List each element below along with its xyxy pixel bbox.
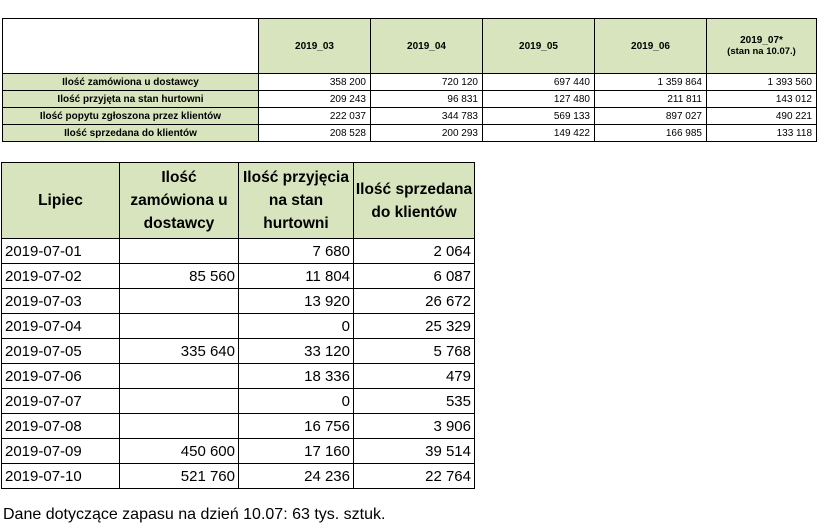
july-sold-cell: 39 514 — [354, 439, 475, 464]
summary-month-header-current — [707, 19, 817, 74]
summary-cell: 490 221 — [707, 108, 817, 125]
summary-cell: 1 359 864 — [595, 74, 707, 91]
july-ordered-cell — [120, 364, 239, 389]
summary-cell: 897 027 — [595, 108, 707, 125]
july-row — [2, 314, 475, 339]
july-date-cell: 2019-07-06 — [2, 364, 120, 389]
july-row — [2, 264, 475, 289]
summary-header-row — [3, 19, 817, 74]
summary-cell: 149 422 — [483, 125, 595, 142]
summary-cell: 569 133 — [483, 108, 595, 125]
july-date-cell: 2019-07-08 — [2, 414, 120, 439]
summary-month-header: 2019_04 — [371, 19, 483, 74]
july-sold-cell: 5 768 — [354, 339, 475, 364]
july-date-cell: 2019-07-04 — [2, 314, 120, 339]
july-sold-header: Ilość sprzedana do klientów — [354, 163, 475, 239]
summary-month-header: 2019_06 — [595, 19, 707, 74]
summary-cell: 358 200 — [259, 74, 371, 91]
july-date-cell: 2019-07-05 — [2, 339, 120, 364]
july-date-cell: 2019-07-09 — [2, 439, 120, 464]
july-received-cell: 24 236 — [239, 464, 354, 489]
july-ordered-cell — [120, 314, 239, 339]
july-sold-cell: 2 064 — [354, 239, 475, 264]
july-sold-cell: 6 087 — [354, 264, 475, 289]
summary-month-header: 2019_03 — [259, 19, 371, 74]
summary-row — [3, 74, 817, 91]
july-date-cell: 2019-07-01 — [2, 239, 120, 264]
july-ordered-cell — [120, 239, 239, 264]
july-date-header: Lipiec — [2, 163, 120, 239]
summary-cell: 211 811 — [595, 91, 707, 108]
july-row — [2, 389, 475, 414]
summary-cell: 1 393 560 — [707, 74, 817, 91]
july-received-cell: 17 160 — [239, 439, 354, 464]
summary-cell: 720 120 — [371, 74, 483, 91]
july-ordered-cell — [120, 289, 239, 314]
july-row — [2, 339, 475, 364]
july-ordered-cell: 335 640 — [120, 339, 239, 364]
july-received-cell: 0 — [239, 389, 354, 414]
summary-cell: 96 831 — [371, 91, 483, 108]
summary-corner-cell — [3, 19, 259, 74]
summary-row-label: Ilość zamówiona u dostawcy — [3, 74, 259, 91]
july-ordered-cell — [120, 389, 239, 414]
july-ordered-cell: 521 760 — [120, 464, 239, 489]
july-ordered-cell — [120, 414, 239, 439]
summary-row — [3, 91, 817, 108]
summary-month-subtitle: (stan na 10.07.) — [727, 46, 796, 57]
july-received-header: Ilość przyjęcia na stan hurtowni — [239, 163, 354, 239]
july-received-cell: 16 756 — [239, 414, 354, 439]
summary-cell: 127 480 — [483, 91, 595, 108]
stock-note: Dane dotyczące zapasu na dzień 10.07: 63 tys. sztuk. — [3, 506, 386, 523]
july-received-cell: 11 804 — [239, 264, 354, 289]
july-received-cell: 0 — [239, 314, 354, 339]
july-sold-cell: 26 672 — [354, 289, 475, 314]
summary-cell: 344 783 — [371, 108, 483, 125]
july-date-cell: 2019-07-03 — [2, 289, 120, 314]
july-received-cell: 33 120 — [239, 339, 354, 364]
summary-month-label: 2019_07* — [740, 35, 783, 46]
july-row — [2, 239, 475, 264]
summary-row-label: Ilość popytu zgłoszona przez klientów — [3, 108, 259, 125]
july-sold-cell: 22 764 — [354, 464, 475, 489]
july-ordered-header: Ilość zamówiona u dostawcy — [120, 163, 239, 239]
july-row — [2, 289, 475, 314]
summary-cell: 133 118 — [707, 125, 817, 142]
summary-cell: 143 012 — [707, 91, 817, 108]
summary-cell: 208 528 — [259, 125, 371, 142]
july-received-cell: 18 336 — [239, 364, 354, 389]
july-daily-table — [1, 162, 475, 489]
july-ordered-cell: 85 560 — [120, 264, 239, 289]
july-received-cell: 7 680 — [239, 239, 354, 264]
july-date-cell: 2019-07-10 — [2, 464, 120, 489]
summary-month-header: 2019_05 — [483, 19, 595, 74]
summary-cell: 166 985 — [595, 125, 707, 142]
july-row — [2, 414, 475, 439]
summary-row-label: Ilość sprzedana do klientów — [3, 125, 259, 142]
july-row — [2, 364, 475, 389]
summary-row — [3, 125, 817, 142]
monthly-summary-table — [2, 18, 817, 142]
summary-row-label: Ilość przyjęta na stan hurtowni — [3, 91, 259, 108]
july-ordered-cell: 450 600 — [120, 439, 239, 464]
summary-cell: 209 243 — [259, 91, 371, 108]
july-sold-cell: 3 906 — [354, 414, 475, 439]
july-row — [2, 464, 475, 489]
july-sold-cell: 25 329 — [354, 314, 475, 339]
summary-cell: 222 037 — [259, 108, 371, 125]
summary-cell: 697 440 — [483, 74, 595, 91]
july-header-row — [2, 163, 475, 239]
july-sold-cell: 479 — [354, 364, 475, 389]
july-received-cell: 13 920 — [239, 289, 354, 314]
july-sold-cell: 535 — [354, 389, 475, 414]
july-date-cell: 2019-07-02 — [2, 264, 120, 289]
july-date-cell: 2019-07-07 — [2, 389, 120, 414]
summary-row — [3, 108, 817, 125]
july-row — [2, 439, 475, 464]
summary-cell: 200 293 — [371, 125, 483, 142]
